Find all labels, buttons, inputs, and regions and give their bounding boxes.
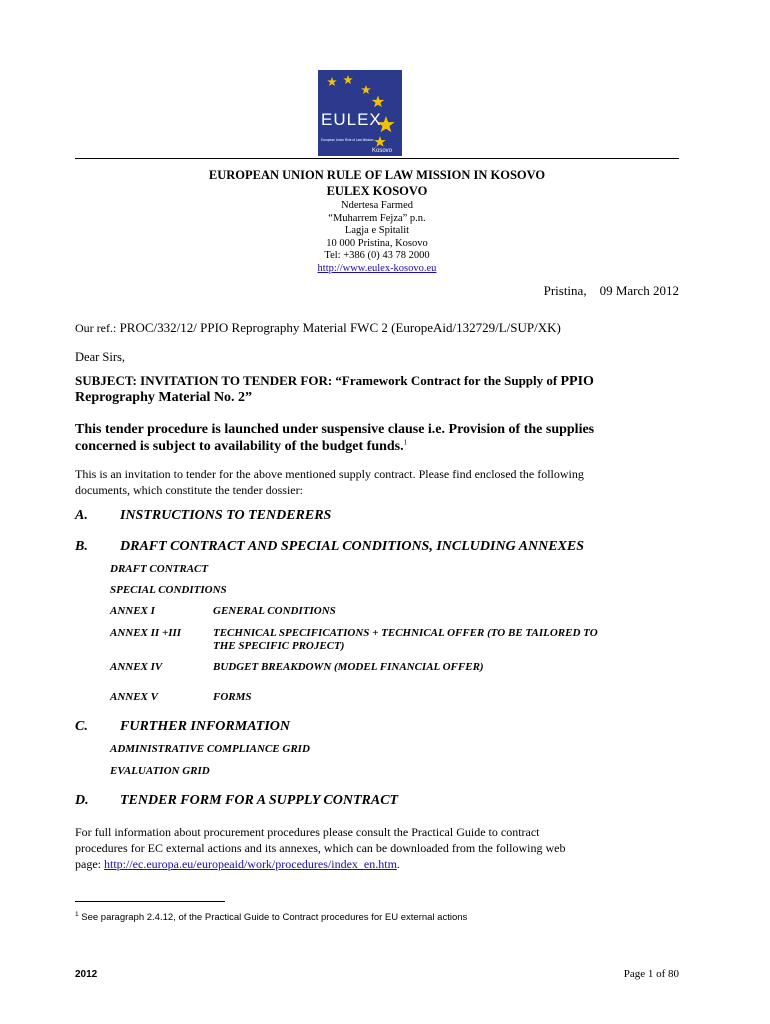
section-letter: B.	[75, 539, 88, 554]
notice-line2: concerned is subject to availability of the budget funds.	[75, 439, 404, 454]
logo-tagline: European Union Rule of Law Mission	[321, 138, 374, 142]
subject	[75, 373, 679, 406]
subject-ppio: PPIO	[560, 374, 594, 389]
org-address	[75, 200, 679, 276]
annex-title: BUDGET BREAKDOWN (MODEL FINANCIAL OFFER)	[213, 661, 484, 673]
intro-line2: documents, which constitute the tender dossier:	[75, 483, 303, 497]
closing-line3-prefix: page:	[75, 857, 104, 871]
closing-line1: For full information about procurement procedures please consult the Practical Guide to contract	[75, 825, 540, 839]
draft-contract-item: DRAFT CONTRACT	[110, 563, 209, 575]
special-conditions-item: SPECIAL CONDITIONS	[110, 584, 227, 596]
section-title: INSTRUCTIONS TO TENDERERS	[120, 508, 332, 523]
section-title: DRAFT CONTRACT AND SPECIAL CONDITIONS, INCLUDING ANNEXES	[120, 539, 585, 554]
eulex-logo	[318, 70, 402, 156]
subject-prefix: SUBJECT: INVITATION TO TENDER FOR: “Framework Contract for the Supply of	[75, 373, 561, 388]
salutation: Dear Sirs,	[75, 350, 125, 364]
closing-paragraph	[75, 824, 679, 872]
annex-label: ANNEX IV	[110, 661, 163, 673]
footnote-mark: 1	[75, 910, 79, 918]
compliance-grid-item: ADMINISTRATIVE COMPLIANCE GRID	[110, 743, 310, 755]
suspensive-clause-notice	[75, 421, 679, 455]
header-rule	[75, 158, 679, 159]
annex-title: GENERAL CONDITIONS	[213, 605, 336, 617]
website-link[interactable]: http://www.eulex-kosovo.eu	[317, 262, 437, 274]
reference-value: PROC/332/12/ PPIO Reprography Material FWC 2 (EuropeAid/132729/L/SUP/XK)	[119, 320, 561, 335]
section-title: FURTHER INFORMATION	[120, 719, 290, 734]
footnote	[75, 912, 467, 923]
logo-place: Kosovo	[372, 148, 393, 154]
section-letter: A.	[75, 508, 88, 523]
reference-label: Our ref.:	[75, 321, 117, 335]
section-letter: C.	[75, 719, 88, 734]
closing-line3-suffix: .	[396, 857, 400, 871]
eulex-logo-graphic	[318, 70, 402, 156]
annex-label: ANNEX II +III	[110, 627, 182, 639]
intro-paragraph	[75, 466, 679, 498]
logo-wordmark: EULEX	[321, 110, 382, 129]
section-title: TENDER FORM FOR A SUPPLY CONTRACT	[120, 793, 399, 808]
annex-label: ANNEX I	[110, 605, 155, 617]
reference-line	[75, 320, 561, 336]
address-line: “Muharrem Fejza” p.n.	[328, 212, 426, 224]
footer-year: 2012	[75, 969, 98, 980]
annex-title-line2: THE SPECIFIC PROJECT)	[213, 640, 345, 652]
closing-line2: procedures for EC external actions and its annexes, which can be downloaded from the following web	[75, 841, 566, 855]
org-name: EUROPEAN UNION RULE OF LAW MISSION IN KOSOVO	[208, 168, 546, 182]
annex-label: ANNEX V	[110, 691, 158, 703]
footnote-rule	[75, 901, 225, 902]
footnote-text: See paragraph 2.4.12, of the Practical Guide to Contract procedures for EU external actions	[78, 912, 468, 923]
practical-guide-link[interactable]: http://ec.europa.eu/europeaid/work/procedures/index_en.htm	[104, 857, 397, 871]
notice-line1: This tender procedure is launched under suspensive clause i.e. Provision of the supplies	[75, 422, 595, 437]
letter-date: Pristina, 09 March 2012	[543, 283, 679, 298]
address-phone: Tel: +386 (0) 43 78 2000	[324, 250, 430, 262]
annex-title	[213, 627, 673, 653]
org-short-name: EULEX KOSOVO	[326, 184, 428, 198]
annex-title: FORMS	[213, 691, 252, 703]
annex-title-line1: TECHNICAL SPECIFICATIONS + TECHNICAL OFFER (TO BE TAILORED TO	[213, 627, 598, 639]
section-letter: D.	[75, 793, 89, 808]
evaluation-grid-item: EVALUATION GRID	[110, 765, 210, 777]
intro-line1: This is an invitation to tender for the above mentioned supply contract. Please find enclosed the following	[75, 467, 584, 481]
page-number: Page 1 of 80	[623, 968, 679, 980]
address-line: Ndertesa Farmed	[340, 200, 413, 211]
footnote-ref[interactable]: 1	[403, 438, 408, 447]
address-line: 10 000 Pristina, Kosovo	[326, 237, 428, 249]
address-line: Lagja e Spitalit	[344, 225, 410, 237]
subject-line2: Reprography Material No. 2”	[75, 390, 253, 405]
